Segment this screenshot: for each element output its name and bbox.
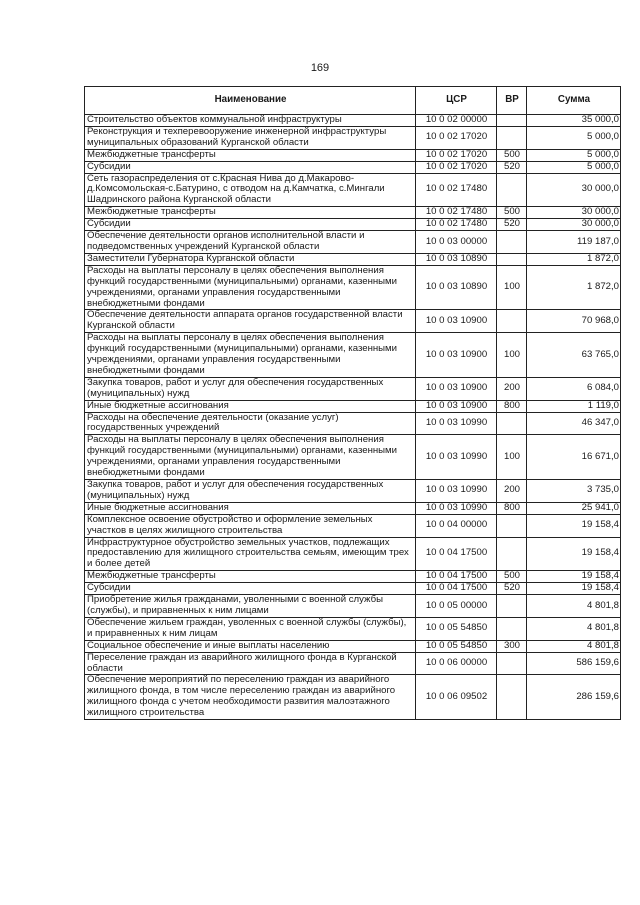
cell-sum: 46 347,0: [527, 412, 621, 435]
table-row: [85, 675, 621, 720]
table-row: [85, 640, 621, 652]
cell-name: Инфраструктурное обустройство земельных участков, подлежащих предоставлению для жилищного строительства семьям, имеющим трех и более детей: [85, 537, 416, 571]
cell-csr: 10 0 02 00000: [416, 115, 497, 127]
table-row: [85, 377, 621, 400]
cell-vr: 100: [497, 265, 527, 310]
table-row: [85, 253, 621, 265]
cell-vr: [497, 652, 527, 675]
cell-name: Обеспечение жильем граждан, уволенных с военной службы (службы), и приравненных к ним лицам: [85, 617, 416, 640]
table-row: [85, 514, 621, 537]
cell-csr: 10 0 02 17020: [416, 149, 497, 161]
cell-sum: 30 000,0: [527, 207, 621, 219]
cell-name: Расходы на выплаты персоналу в целях обеспечения выполнения функций государственными (муниципальными) органами, казенными учреждениями, органами управления государственными внебюджетными фондами: [85, 265, 416, 310]
cell-csr: 10 0 02 17020: [416, 126, 497, 149]
cell-name: Обеспечение деятельности аппарата органов государственной власти Курганской области: [85, 310, 416, 333]
cell-vr: 800: [497, 502, 527, 514]
cell-csr: 10 0 02 17480: [416, 173, 497, 207]
cell-vr: [497, 253, 527, 265]
cell-vr: [497, 617, 527, 640]
cell-csr: 10 0 02 17480: [416, 207, 497, 219]
table-row: [85, 652, 621, 675]
cell-sum: 4 801,8: [527, 595, 621, 618]
cell-csr: 10 0 04 00000: [416, 514, 497, 537]
table-row: [85, 617, 621, 640]
cell-csr: 10 0 03 10990: [416, 412, 497, 435]
cell-csr: 10 0 03 10990: [416, 435, 497, 480]
cell-name: Приобретение жилья гражданами, уволенными с военной службы (службы), и приравненных к ним лицами: [85, 595, 416, 618]
cell-name: Обеспечение деятельности органов исполнительной власти и подведомственных учреждений Курганской области: [85, 231, 416, 254]
cell-sum: 63 765,0: [527, 333, 621, 378]
cell-vr: 300: [497, 640, 527, 652]
cell-sum: 25 941,0: [527, 502, 621, 514]
table-row: [85, 480, 621, 503]
cell-sum: 35 000,0: [527, 115, 621, 127]
cell-sum: 70 968,0: [527, 310, 621, 333]
table-row: [85, 537, 621, 571]
table-row: [85, 231, 621, 254]
cell-sum: 6 084,0: [527, 377, 621, 400]
cell-sum: 1 872,0: [527, 253, 621, 265]
cell-name: Комплексное освоение обустройство и оформление земельных участков в целях жилищного строительства: [85, 514, 416, 537]
table-row: [85, 310, 621, 333]
cell-name: Реконструкция и техперевооружение инженерной инфраструктуры муниципальных образований Курганской области: [85, 126, 416, 149]
table-row: [85, 412, 621, 435]
cell-vr: 500: [497, 149, 527, 161]
cell-sum: 5 000,0: [527, 126, 621, 149]
cell-sum: 19 158,4: [527, 583, 621, 595]
table-row: [85, 149, 621, 161]
cell-csr: 10 0 02 17020: [416, 161, 497, 173]
cell-vr: 520: [497, 219, 527, 231]
cell-name: Субсидии: [85, 219, 416, 231]
table-row: [85, 219, 621, 231]
header-vr: ВР: [497, 87, 527, 115]
cell-csr: 10 0 04 17500: [416, 571, 497, 583]
budget-table: [84, 86, 621, 720]
table-row: [85, 126, 621, 149]
cell-csr: 10 0 03 10900: [416, 310, 497, 333]
cell-csr: 10 0 03 00000: [416, 231, 497, 254]
cell-vr: [497, 595, 527, 618]
cell-sum: 1 872,0: [527, 265, 621, 310]
cell-sum: 19 158,4: [527, 571, 621, 583]
cell-name: Сеть газораспределения от с.Красная Нива до д.Макарово-д.Комсомольская-с.Батурино, с отводом на д.Камчатка, с.Мингали Шадринского района Курганской области: [85, 173, 416, 207]
cell-name: Иные бюджетные ассигнования: [85, 400, 416, 412]
cell-name: Заместители Губернатора Курганской области: [85, 253, 416, 265]
cell-csr: 10 0 03 10990: [416, 502, 497, 514]
table-row: [85, 502, 621, 514]
cell-csr: 10 0 05 54850: [416, 640, 497, 652]
cell-vr: [497, 310, 527, 333]
cell-name: Расходы на выплаты персоналу в целях обеспечения выполнения функций государственными (муниципальными) органами, казенными учреждениями, органами управления государственными внебюджетными фондами: [85, 435, 416, 480]
table-row: [85, 400, 621, 412]
cell-sum: 30 000,0: [527, 173, 621, 207]
header-sum: Сумма: [527, 87, 621, 115]
cell-name: Социальное обеспечение и иные выплаты населению: [85, 640, 416, 652]
cell-vr: 520: [497, 583, 527, 595]
cell-name: Межбюджетные трансферты: [85, 571, 416, 583]
table-header-row: [85, 87, 621, 115]
cell-sum: 19 158,4: [527, 537, 621, 571]
table-body: [85, 115, 621, 720]
cell-csr: 10 0 03 10900: [416, 400, 497, 412]
cell-sum: 4 801,8: [527, 617, 621, 640]
cell-vr: 520: [497, 161, 527, 173]
cell-csr: 10 0 03 10900: [416, 333, 497, 378]
cell-sum: 5 000,0: [527, 149, 621, 161]
cell-name: Строительство объектов коммунальной инфраструктуры: [85, 115, 416, 127]
cell-vr: [497, 173, 527, 207]
cell-sum: 16 671,0: [527, 435, 621, 480]
table-row: [85, 583, 621, 595]
cell-csr: 10 0 04 17500: [416, 537, 497, 571]
table-row: [85, 333, 621, 378]
cell-vr: [497, 231, 527, 254]
cell-vr: [497, 514, 527, 537]
cell-sum: 3 735,0: [527, 480, 621, 503]
cell-name: Расходы на обеспечение деятельности (оказание услуг) государственных учреждений: [85, 412, 416, 435]
cell-csr: 10 0 03 10900: [416, 377, 497, 400]
cell-csr: 10 0 03 10890: [416, 253, 497, 265]
cell-vr: [497, 115, 527, 127]
cell-vr: 500: [497, 207, 527, 219]
table-row: [85, 207, 621, 219]
header-name: Наименование: [85, 87, 416, 115]
page-number: 169: [310, 62, 330, 74]
table-row: [85, 435, 621, 480]
cell-vr: 100: [497, 333, 527, 378]
cell-vr: 500: [497, 571, 527, 583]
cell-vr: 100: [497, 435, 527, 480]
cell-name: Иные бюджетные ассигнования: [85, 502, 416, 514]
cell-name: Закупка товаров, работ и услуг для обеспечения государственных (муниципальных) нужд: [85, 480, 416, 503]
cell-name: Субсидии: [85, 161, 416, 173]
cell-name: Субсидии: [85, 583, 416, 595]
cell-csr: 10 0 06 00000: [416, 652, 497, 675]
cell-name: Межбюджетные трансферты: [85, 207, 416, 219]
cell-vr: 800: [497, 400, 527, 412]
cell-csr: 10 0 05 00000: [416, 595, 497, 618]
cell-sum: 4 801,8: [527, 640, 621, 652]
cell-vr: [497, 675, 527, 720]
cell-sum: 286 159,6: [527, 675, 621, 720]
cell-vr: [497, 126, 527, 149]
cell-sum: 30 000,0: [527, 219, 621, 231]
cell-csr: 10 0 05 54850: [416, 617, 497, 640]
cell-sum: 119 187,0: [527, 231, 621, 254]
cell-csr: 10 0 04 17500: [416, 583, 497, 595]
cell-vr: [497, 537, 527, 571]
cell-sum: 19 158,4: [527, 514, 621, 537]
table-row: [85, 265, 621, 310]
cell-csr: 10 0 02 17480: [416, 219, 497, 231]
table-row: [85, 571, 621, 583]
cell-vr: 200: [497, 480, 527, 503]
cell-name: Переселение граждан из аварийного жилищного фонда в Курганской области: [85, 652, 416, 675]
table-row: [85, 161, 621, 173]
cell-name: Закупка товаров, работ и услуг для обеспечения государственных (муниципальных) нужд: [85, 377, 416, 400]
cell-csr: 10 0 03 10990: [416, 480, 497, 503]
table-row: [85, 595, 621, 618]
cell-sum: 1 119,0: [527, 400, 621, 412]
cell-vr: 200: [497, 377, 527, 400]
table-row: [85, 173, 621, 207]
cell-name: Обеспечение мероприятий по переселению граждан из аварийного жилищного фонда, в том числе переселению граждан из аварийного жилищного фонда с учетом необходимости развития малоэтажного жилищного строительства: [85, 675, 416, 720]
cell-vr: [497, 412, 527, 435]
cell-csr: 10 0 03 10890: [416, 265, 497, 310]
cell-sum: 5 000,0: [527, 161, 621, 173]
table-row: [85, 115, 621, 127]
cell-sum: 586 159,6: [527, 652, 621, 675]
cell-name: Межбюджетные трансферты: [85, 149, 416, 161]
header-csr: ЦСР: [416, 87, 497, 115]
cell-name: Расходы на выплаты персоналу в целях обеспечения выполнения функций государственными (муниципальными) органами, казенными учреждениями, органами управления государственными внебюджетными фондами: [85, 333, 416, 378]
cell-csr: 10 0 06 09502: [416, 675, 497, 720]
